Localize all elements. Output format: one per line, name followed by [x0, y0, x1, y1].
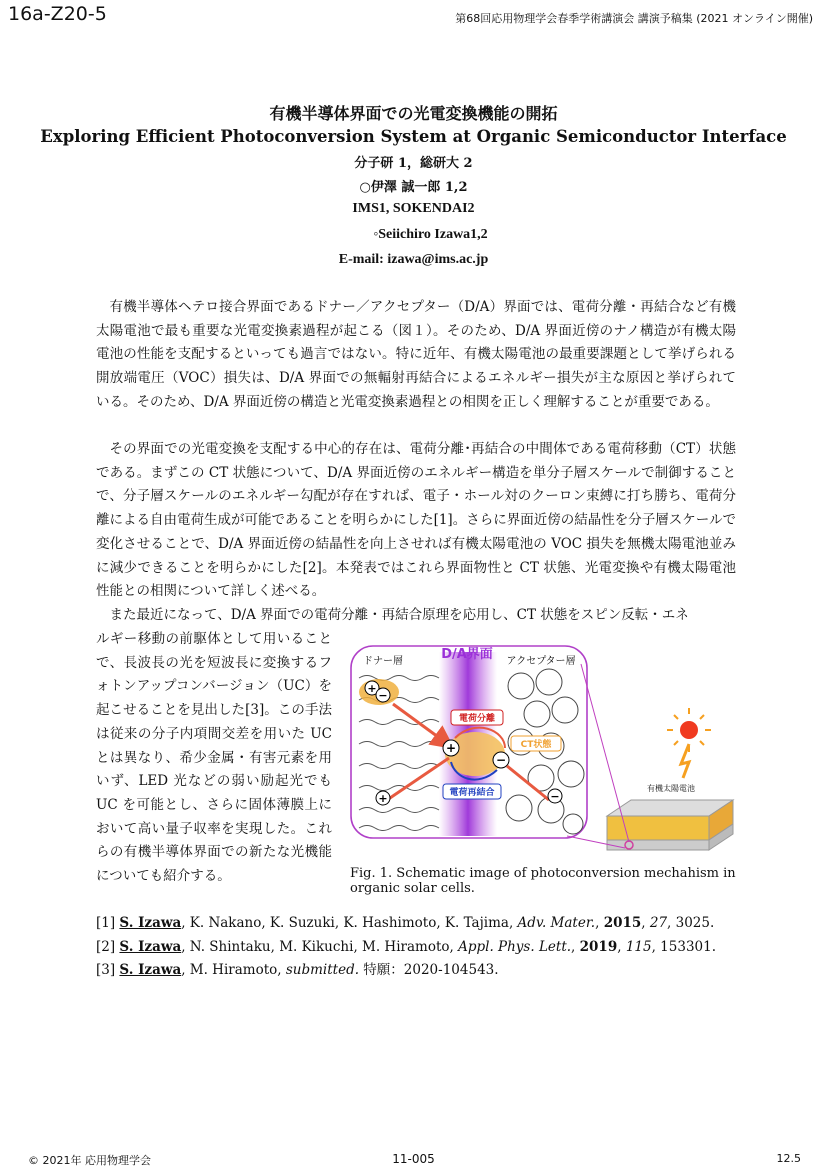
- exciton: [359, 679, 399, 705]
- label-ct-state: CT状態: [520, 740, 552, 750]
- svg-text:−: −: [378, 689, 388, 702]
- author-english: ◦Seiichiro Izawa1,2: [373, 227, 488, 242]
- svg-text:−: −: [495, 753, 507, 767]
- references: [96, 912, 756, 983]
- sun-icon: [667, 708, 711, 778]
- paper-code: 16a-Z20-5: [8, 3, 107, 25]
- svg-text:+: +: [367, 682, 377, 695]
- title-english: Exploring Efficient Photoconversion System at Organic Semiconductor Interface: [40, 127, 787, 146]
- author-japanese: ○伊澤 誠一郎 1,2: [359, 180, 468, 195]
- figure-caption: Fig. 1. Schematic image of photoconversion mechahism in organic solar cells.: [350, 866, 736, 896]
- figure-1: [345, 638, 745, 864]
- paragraph-3-wrapped: ルギー移動の前駆体として用いることで、長波長の光を短波長に変換するフォトンアップコンバージョン（UC）を起こせることを見出した[3]。この手法は従来の分子内項間交差を用いた UC とは異なり、希少金属・有害元素を用いず、LED 光などの弱い励起光でも UC を可能とし、さらに固体薄膜上において高い量子収率を実現した。これらの有機半導体界面での新たな光機能についても紹介する。: [96, 631, 332, 885]
- affiliation-japanese: 分子研 1，総研大 2: [354, 156, 473, 171]
- svg-text:−: −: [550, 790, 560, 803]
- solar-cell-device: [607, 800, 733, 850]
- affiliation-english: IMS1, SOKENDAI2: [352, 201, 475, 216]
- reference-3: [3] S. Izawa, M. Hiramoto, submitted. 特願：2020-104543.: [96, 962, 499, 978]
- label-charge-separation: 電荷分離: [458, 714, 496, 724]
- title-japanese: 有機半導体界面での光電変換機能の開拓: [269, 104, 558, 123]
- interface-label: D/A界面: [441, 647, 493, 662]
- footer-copyright: © 2021年 応用物理学会: [28, 1154, 151, 1167]
- svg-text:+: +: [378, 792, 388, 805]
- reference-1: [1] S. Izawa, K. Nakano, K. Suzuki, K. Hashimoto, K. Tajima, Adv. Mater., 2015, 27, 3025.: [96, 915, 715, 931]
- paragraph-1: 有機半導体ヘテロ接合界面であるドナー／アクセプター（D/A）界面では、電荷分離・再結合など有機太陽電池で最も重要な光電変換素過程が起こる（図１）。そのため、D/A 界面近傍のナノ構造が有機太陽電池の性能を支配するといっても過言ではない。特に近年、有機太陽電池の最重要課題として挙げられる開放端電圧（VOC）損失は、D/A 界面での無輻射再結合によるエネルギー損失が主な原因と挙げられている。そのため、D/A 界面近傍の構造と光電変換素過程との相関を正しく理解することが重要である。: [96, 299, 736, 410]
- footer-number: 12.5: [776, 1152, 801, 1165]
- conference-header: 第68回応用物理学会春季学術講演会 講演予稿集 (2021 オンライン開催): [455, 12, 813, 25]
- zoom-line-top: [581, 664, 629, 842]
- footer-page-code: 11-005: [392, 1152, 435, 1166]
- acceptor-label: アクセプター層: [506, 656, 576, 667]
- paragraph-3-first-line: また最近になって、D/A 界面での電荷分離・再結合原理を応用し、CT 状態をスピン反転・エネ: [109, 607, 689, 623]
- email: E-mail: izawa@ims.ac.jp: [338, 252, 489, 267]
- reference-2: [2] S. Izawa, N. Shintaku, M. Kikuchi, M. Hiramoto, Appl. Phys. Lett., 2019, 115, 153301.: [96, 938, 717, 955]
- paragraph-2: その界面での光電変換を支配する中心的存在は、電荷分離･再結合の中間体である電荷移動（CT）状態である。まずこの CT 状態について、D/A 界面近傍のエネルギー構造を単分子層スケールで制御することで、分子層スケールのエネルギー勾配が存在すれば、電子・ホール対のクーロン束縛に打ち勝ち、電荷分離による自由電荷生成が可能であることを明らかにした[1]。さらに界面近傍の結晶性を分子層スケールで変化させることで、D/A 界面近傍の結晶性を向上させれば有機太陽電池の VOC 損失を無機太陽電池並みに減少できることを明らかにした[2]。本発表ではこれら界面物性と CT 状態、光電変換や有機太陽電池性能との相関について詳しく述べる。: [96, 441, 736, 600]
- solar-cell-label: 有機太陽電池: [647, 784, 695, 793]
- svg-text:+: +: [445, 741, 457, 755]
- label-recombination: 電荷再結合: [449, 788, 495, 798]
- donor-label: ドナー層: [363, 656, 403, 667]
